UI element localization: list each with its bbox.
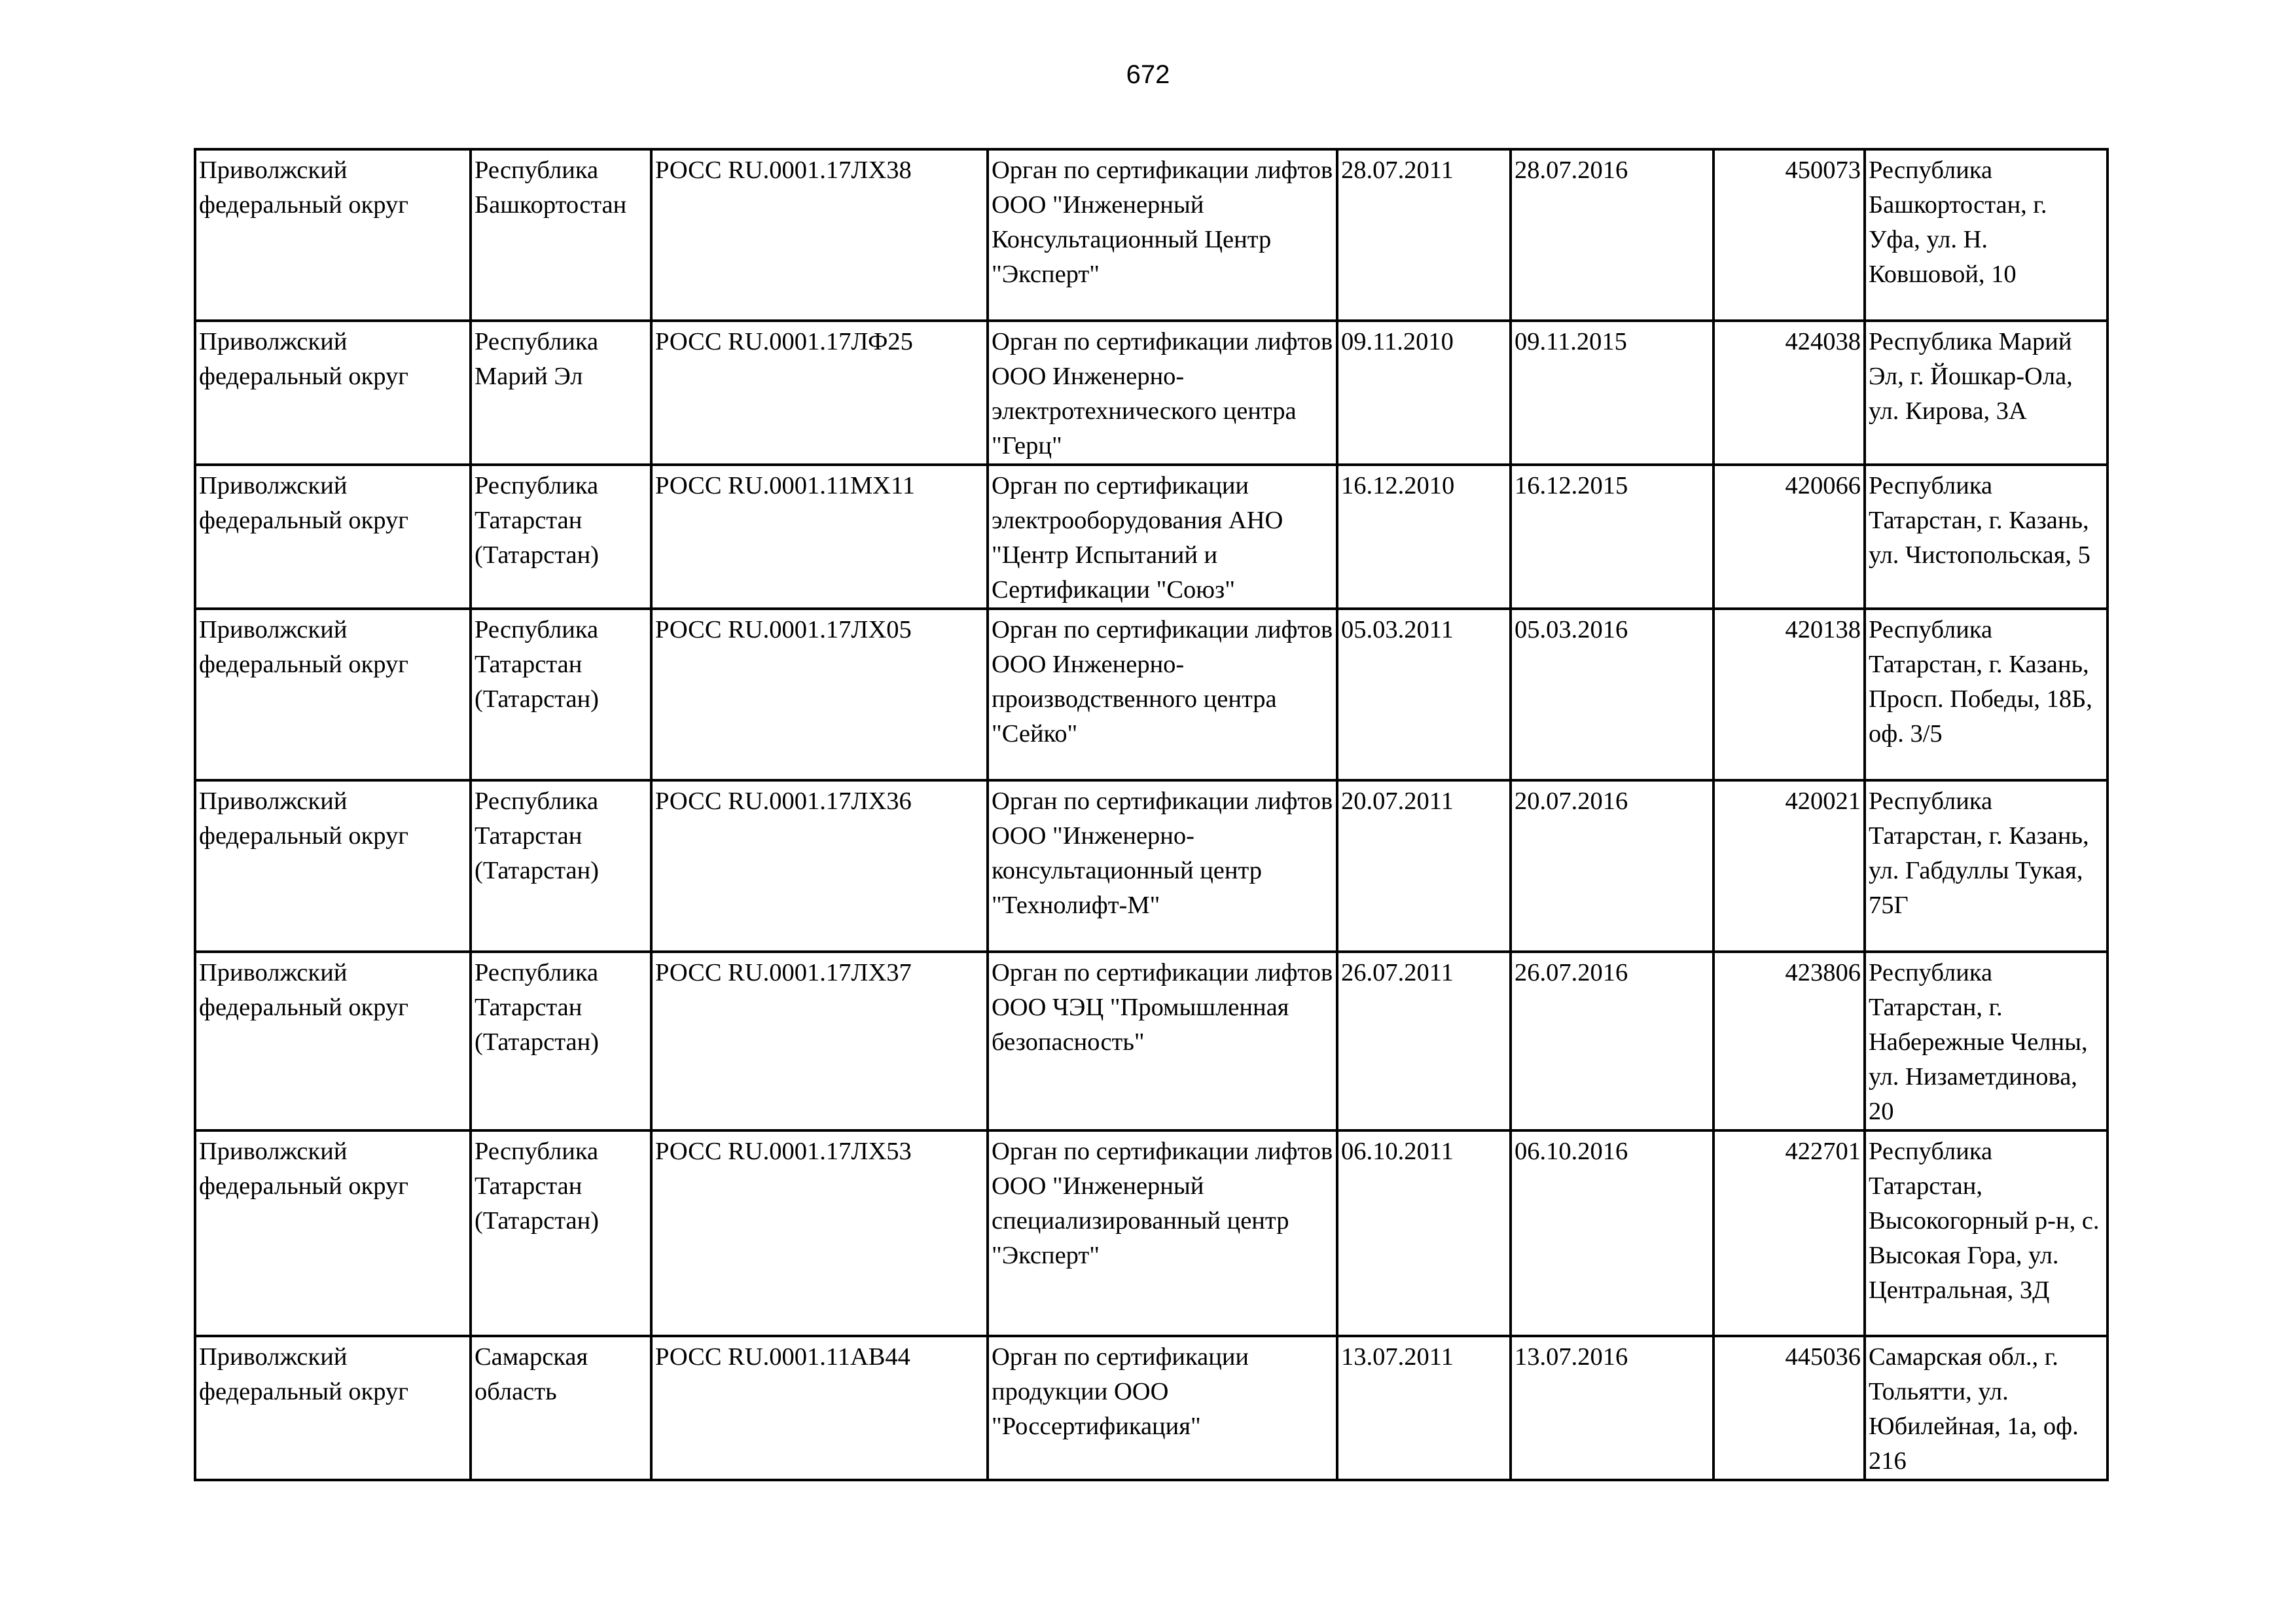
certification-body-cell: Орган по сертификации лифтов ООО "Инженерно-консультационный центр "Технолифт-М" <box>988 780 1337 952</box>
address-cell: Республика Татарстан, г. Казань, ул. Чистопольская, 5 <box>1865 465 2108 609</box>
address-cell: Республика Татарстан, Высокогорный р-н, с. Высокая Гора, ул. Центральная, 3Д <box>1865 1130 2108 1336</box>
reg-number-cell: РОСС RU.0001.17ЛХ05 <box>651 609 988 780</box>
table-row <box>195 952 2108 1130</box>
postcode-cell: 420021 <box>1713 780 1865 952</box>
region-cell: Республика Башкортостан <box>471 149 651 321</box>
date-to-cell: 05.03.2016 <box>1511 609 1713 780</box>
district-cell: Приволжский федеральный округ <box>195 1130 471 1336</box>
region-cell: Республика Татарстан (Татарстан) <box>471 780 651 952</box>
postcode-cell: 420138 <box>1713 609 1865 780</box>
district-cell: Приволжский федеральный округ <box>195 149 471 321</box>
region-cell: Республика Татарстан (Татарстан) <box>471 609 651 780</box>
region-cell: Самарская область <box>471 1336 651 1480</box>
certification-body-cell: Орган по сертификации лифтов ООО Инженерно-электротехнического центра "Герц" <box>988 321 1337 465</box>
certification-body-cell: Орган по сертификации электрооборудования АНО "Центр Испытаний и Сертификации "Союз" <box>988 465 1337 609</box>
region-cell: Республика Татарстан (Татарстан) <box>471 952 651 1130</box>
postcode-cell: 450073 <box>1713 149 1865 321</box>
date-to-cell: 28.07.2016 <box>1511 149 1713 321</box>
district-cell: Приволжский федеральный округ <box>195 780 471 952</box>
date-to-cell: 20.07.2016 <box>1511 780 1713 952</box>
certification-body-cell: Орган по сертификации лифтов ООО ЧЭЦ "Промышленная безопасность" <box>988 952 1337 1130</box>
reg-number-cell: РОСС RU.0001.17ЛХ37 <box>651 952 988 1130</box>
date-to-cell: 16.12.2015 <box>1511 465 1713 609</box>
table-row <box>195 780 2108 952</box>
postcode-cell: 445036 <box>1713 1336 1865 1480</box>
address-cell: Республика Татарстан, г. Казань, ул. Габдуллы Тукая, 75Г <box>1865 780 2108 952</box>
date-from-cell: 20.07.2011 <box>1337 780 1511 952</box>
postcode-cell: 423806 <box>1713 952 1865 1130</box>
postcode-cell: 422701 <box>1713 1130 1865 1336</box>
certification-body-cell: Орган по сертификации лифтов ООО "Инженерный Консультационный Центр "Эксперт" <box>988 149 1337 321</box>
address-cell: Республика Марий Эл, г. Йошкар-Ола, ул. Кирова, 3А <box>1865 321 2108 465</box>
table-row <box>195 465 2108 609</box>
date-from-cell: 16.12.2010 <box>1337 465 1511 609</box>
table-row <box>195 321 2108 465</box>
district-cell: Приволжский федеральный округ <box>195 952 471 1130</box>
region-cell: Республика Марий Эл <box>471 321 651 465</box>
date-from-cell: 06.10.2011 <box>1337 1130 1511 1336</box>
reg-number-cell: РОСС RU.0001.17ЛХ38 <box>651 149 988 321</box>
date-to-cell: 13.07.2016 <box>1511 1336 1713 1480</box>
date-from-cell: 13.07.2011 <box>1337 1336 1511 1480</box>
postcode-cell: 420066 <box>1713 465 1865 609</box>
date-from-cell: 28.07.2011 <box>1337 149 1511 321</box>
certification-body-cell: Орган по сертификации продукции ООО "Россертификация" <box>988 1336 1337 1480</box>
date-to-cell: 09.11.2015 <box>1511 321 1713 465</box>
table-row <box>195 609 2108 780</box>
reg-number-cell: РОСС RU.0001.17ЛХ36 <box>651 780 988 952</box>
region-cell: Республика Татарстан (Татарстан) <box>471 1130 651 1336</box>
address-cell: Республика Башкортостан, г. Уфа, ул. Н. Ковшовой, 10 <box>1865 149 2108 321</box>
page-number: 672 <box>1126 60 1170 89</box>
date-to-cell: 26.07.2016 <box>1511 952 1713 1130</box>
table-row <box>195 149 2108 321</box>
district-cell: Приволжский федеральный округ <box>195 465 471 609</box>
date-from-cell: 05.03.2011 <box>1337 609 1511 780</box>
table-row <box>195 1336 2108 1480</box>
reg-number-cell: РОСС RU.0001.17ЛХ53 <box>651 1130 988 1336</box>
date-from-cell: 09.11.2010 <box>1337 321 1511 465</box>
district-cell: Приволжский федеральный округ <box>195 321 471 465</box>
certification-body-cell: Орган по сертификации лифтов ООО "Инженерный специализированный центр "Эксперт" <box>988 1130 1337 1336</box>
table-row <box>195 1130 2108 1336</box>
district-cell: Приволжский федеральный округ <box>195 1336 471 1480</box>
address-cell: Самарская обл., г. Тольятти, ул. Юбилейная, 1а, оф. 216 <box>1865 1336 2108 1480</box>
address-cell: Республика Татарстан, г. Набережные Челны, ул. Низаметдинова, 20 <box>1865 952 2108 1130</box>
region-cell: Республика Татарстан (Татарстан) <box>471 465 651 609</box>
certification-body-cell: Орган по сертификации лифтов ООО Инженерно-производственного центра "Сейко" <box>988 609 1337 780</box>
reg-number-cell: РОСС RU.0001.17ЛФ25 <box>651 321 988 465</box>
postcode-cell: 424038 <box>1713 321 1865 465</box>
district-cell: Приволжский федеральный округ <box>195 609 471 780</box>
date-from-cell: 26.07.2011 <box>1337 952 1511 1130</box>
reg-number-cell: РОСС RU.0001.11АВ44 <box>651 1336 988 1480</box>
certification-bodies-table <box>194 148 2109 1481</box>
date-to-cell: 06.10.2016 <box>1511 1130 1713 1336</box>
address-cell: Республика Татарстан, г. Казань, Просп. Победы, 18Б, оф. 3/5 <box>1865 609 2108 780</box>
reg-number-cell: РОСС RU.0001.11МХ11 <box>651 465 988 609</box>
